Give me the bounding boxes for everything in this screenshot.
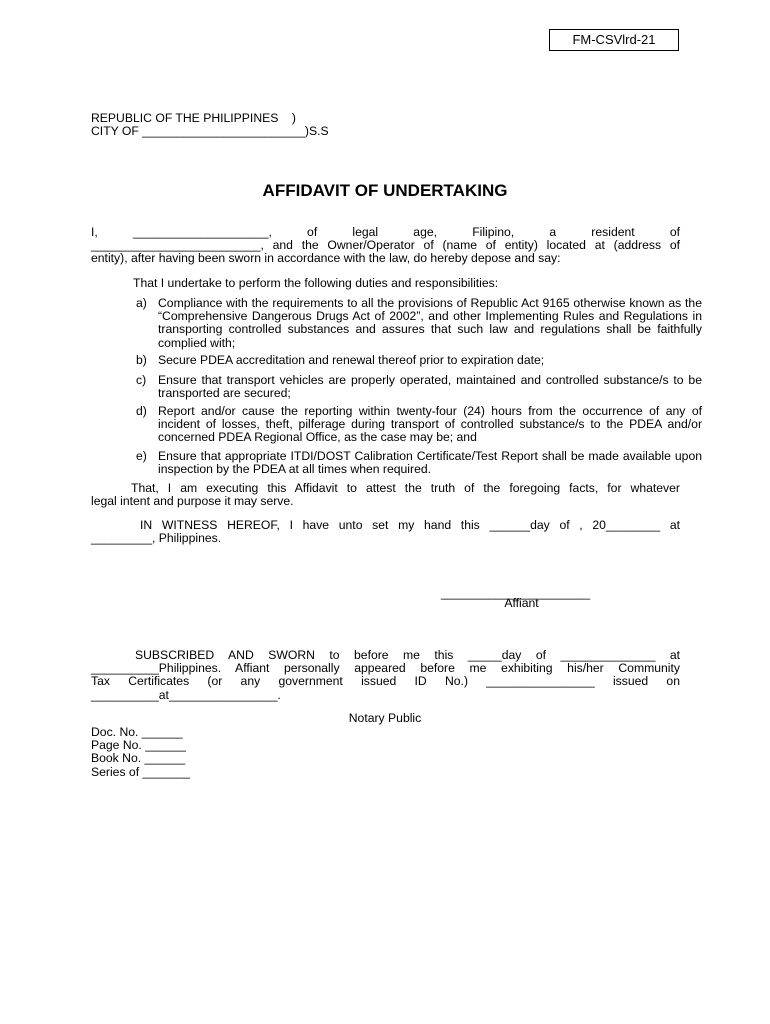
page-no: Page No. ______ [91,738,186,753]
duty-item-b [136,354,702,367]
intro-line-1: I, ____________________, of legal age, Filipino, a resident of [91,225,680,239]
notarial-register [91,726,190,779]
document-title: AFFIDAVIT OF UNDERTAKING [262,181,508,200]
doc-no: Doc. No. ______ [91,725,183,739]
witness-line-1: IN WITNESS HEREOF, I have unto set my hand this ______day of , 20________ at [140,518,680,532]
duty-marker: a) [136,296,147,310]
duty-item-c [136,374,702,400]
duty-text: Compliance with the requirements to all the provisions of Republic Act 9165 otherwise known as the “Comprehensive Dangerous Drugs Act of 2002”, and other Implementing Rules and Regulations in transporting controlled substances and assures that such law and regulations shall be faithfully complied with; [158,296,702,350]
duty-marker: b) [136,353,147,367]
intro-paragraph [91,226,680,266]
intro-line-3: entity), after having been sworn in accordance with the law, do hereby depose and say: [91,251,561,266]
intro-line-2: _________________________, and the Owner/Operator of (name of entity) located at (address of [91,238,680,253]
duty-marker: c) [136,373,147,387]
duty-text: Report and/or cause the reporting within twenty-four (24) hours from the occurrence of any of incident of losses, theft, pilferage during transport of controlled substance/s to the PDEA and/or concerned PDEA Regional Office, as the case may be; and [158,404,702,445]
duty-item-a [136,297,702,350]
duty-text: Secure PDEA accreditation and renewal thereof prior to expiration date; [158,353,545,367]
caption-republic: REPUBLIC OF THE PHILIPPINES ) [91,111,296,125]
jurat-line-4: __________at________________. [91,687,281,702]
duty-text: Ensure that transport vehicles are properly operated, maintained and controlled substance/s to be transported are secured; [158,373,702,401]
jurat-line-1: SUBSCRIBED AND SWORN to before me this _____day of ______________ at [135,648,680,662]
jurat-line-2: __________Philippines. Affiant personally appeared before me exhibiting his/her Community [91,661,680,676]
duty-marker: d) [136,404,147,418]
jurat-line-3: Tax Certificates (or any government issued ID No.) ________________ issued on [91,674,680,689]
affiant-signature-line: ______________________ [441,586,591,600]
closing-paragraph [91,482,680,508]
duty-marker: e) [136,449,147,463]
duty-text: Ensure that appropriate ITDI/DOST Calibration Certificate/Test Report shall be made available upon inspection by the PDEA at all times when required. [158,449,702,477]
book-no: Book No. ______ [91,751,186,766]
duties-lead: That I undertake to perform the following duties and responsibilities: [133,276,499,290]
witness-line-2: _________, Philippines. [91,531,222,546]
venue-caption [91,112,329,138]
series-of: Series of _______ [91,764,190,779]
closing-line-2: legal intent and purpose it may serve. [91,494,294,509]
form-code-box: FM-CSVlrd-21 [549,29,679,51]
duty-item-e [136,450,702,476]
notary-public-label: Notary Public [348,711,422,725]
closing-line-1: That, I am executing this Affidavit to attest the truth of the foregoing facts, for whatever [131,481,680,495]
jurat-paragraph [91,649,680,702]
affiant-label: Affiant [504,596,539,610]
duty-item-d [136,405,702,445]
caption-city: CITY OF ________________________)S.S [91,124,329,139]
witness-paragraph [91,519,680,545]
